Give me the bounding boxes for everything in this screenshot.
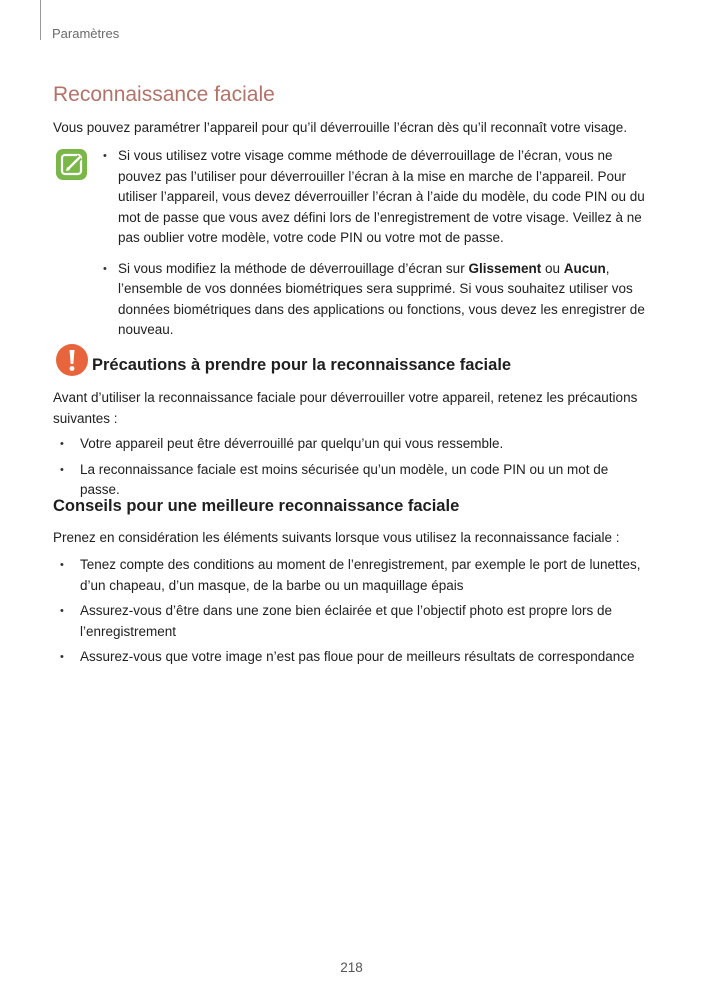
tips-heading: Conseils pour une meilleure reconnaissance faciale [53,497,460,515]
note-item-text: ou [541,260,564,276]
page-number: 218 [340,960,363,975]
intro-text: Vous pouvez paramétrer l’appareil pour qu’il déverrouille l’écran dès qu’il reconnaît votre visage. [53,120,628,135]
warning-exclamation-icon [55,343,89,377]
note-item-text: , l’ensemble de vos données biométriques sera supprimé. Si vous souhaitez utiliser vos données biométriques dans des applications ou fonctions, vous devez les enregistrer de nouveau. [118,260,645,337]
list-item: • Tenez compte des conditions au moment de l’enregistrement, par exemple le port de lunettes, d’un chapeau, d’un masque, de la barbe ou un maquillage épais [60,555,650,596]
list-item: • Assurez-vous d’être dans une zone bien éclairée et que l’objectif photo est propre lors de l’enregistrement [60,601,650,642]
list-item: • Assurez-vous que votre image n’est pas floue pour de meilleurs résultats de correspondance [60,647,650,668]
tips-intro: Prenez en considération les éléments suivants lorsque vous utilisez la reconnaissance faciale : [53,530,620,545]
precautions-list [60,434,650,506]
note-item [103,259,648,341]
tips-list [60,555,650,673]
list-item: • La reconnaissance faciale est moins sécurisée qu’un modèle, un code PIN ou un mot de passe. [60,460,650,501]
precautions-heading: Précautions à prendre pour la reconnaissance faciale [92,356,512,374]
page-title: Reconnaissance faciale [53,83,275,106]
note-item-text: Si vous utilisez votre visage comme méthode de déverrouillage de l’écran, vous ne pouvez pas l’utiliser pour déverrouiller l’écran à la mise en marche de l’appareil. Pour utiliser l’appareil, vous devez déverrouiller l’écran à l’aide du modèle, du code PIN ou du mot de passe que vous avez défini lors de l’enregistrement de votre visage. Veillez à ne pas oublier votre modèle, votre code PIN ou votre mot de passe. [118,148,645,245]
option-aucun: Aucun [563,260,606,276]
option-glissement: Glissement [468,260,542,276]
list-item: • Votre appareil peut être déverrouillé par quelqu’un qui vous ressemble. [60,434,650,455]
section-header: Paramètres [52,26,120,41]
note-list [103,146,648,351]
header-divider [40,0,41,40]
precautions-intro: Avant d’utiliser la reconnaissance faciale pour déverrouiller votre appareil, retenez les précautions suivantes : [53,390,638,426]
note-pencil-icon [55,148,88,181]
note-item [103,146,648,249]
note-item-text: Si vous modifiez la méthode de déverrouillage d’écran sur [118,260,469,276]
